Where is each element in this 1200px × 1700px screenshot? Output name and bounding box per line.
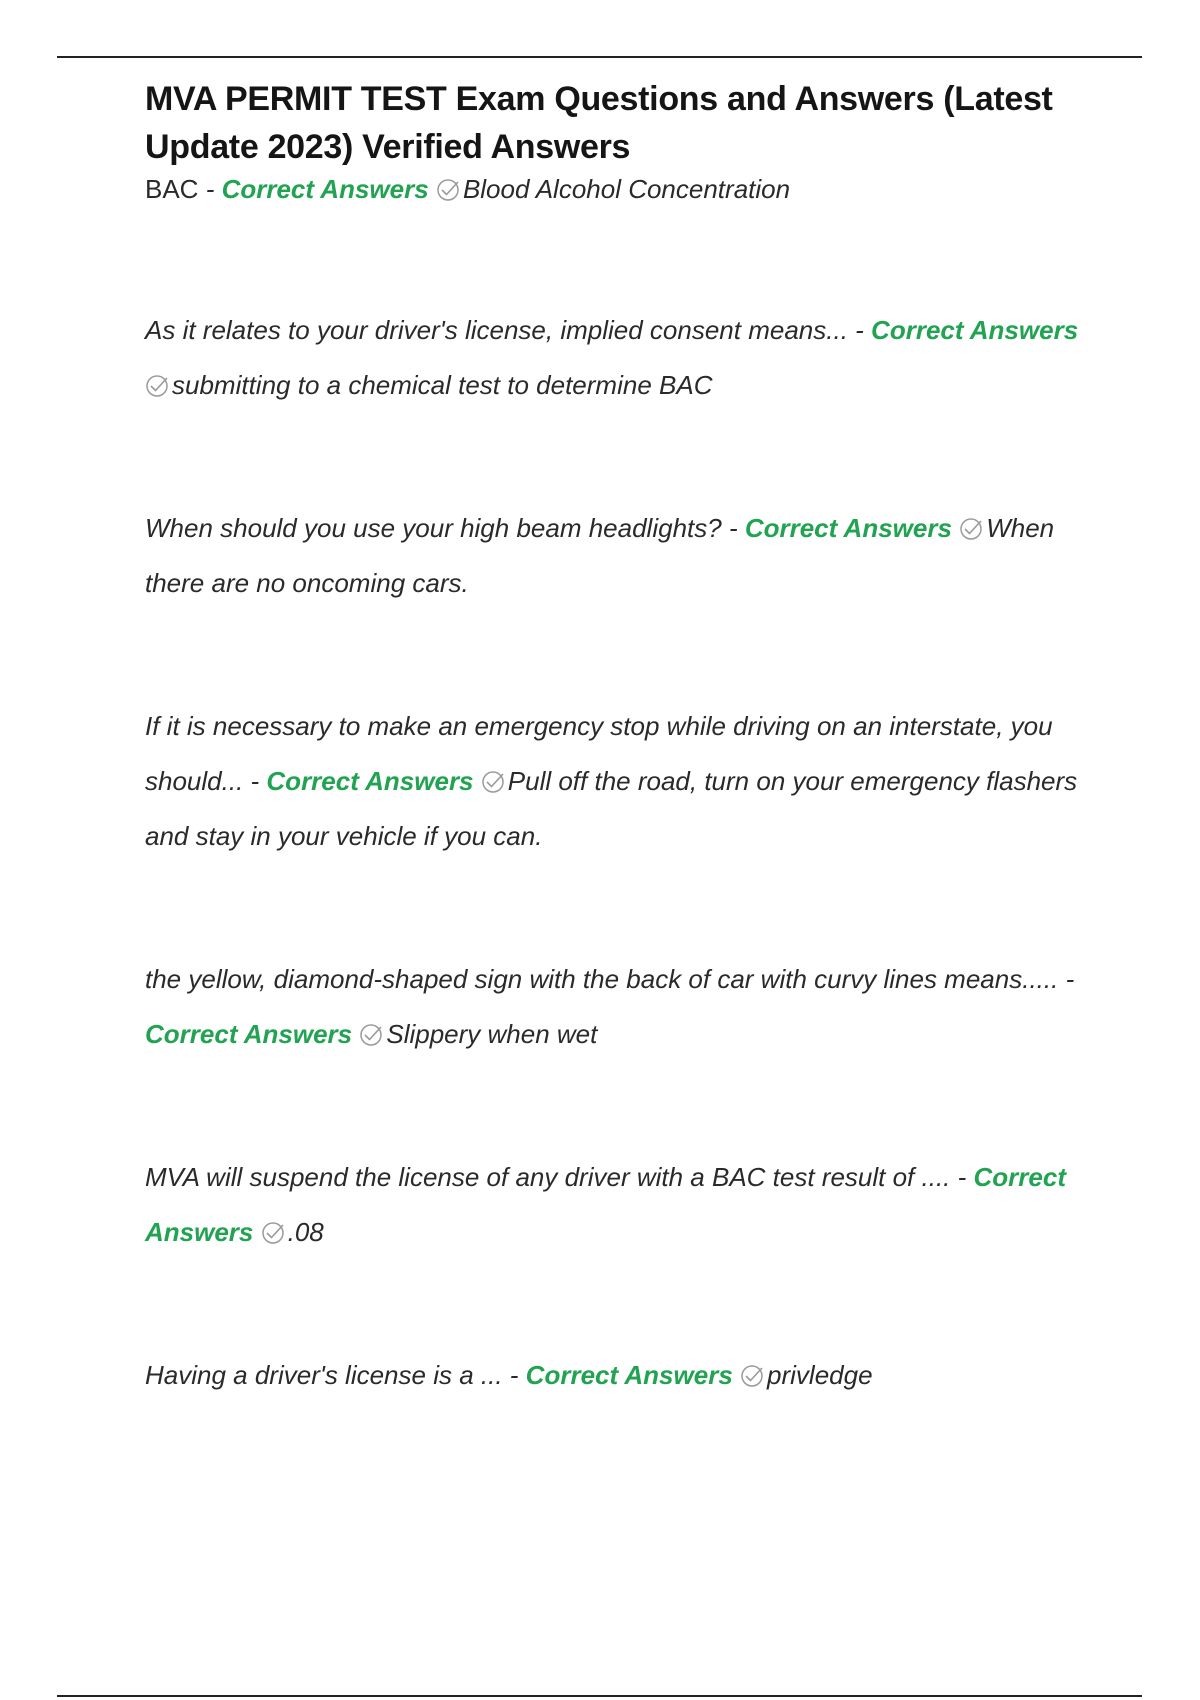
correct-answers-label: Correct Answers [871, 315, 1079, 345]
correct-answers-label: Correct Answers [145, 1019, 353, 1049]
qa-item [145, 1150, 1095, 1260]
correct-answers-label: Correct Answers [145, 1162, 1066, 1247]
check-mark-icon [481, 770, 507, 794]
separator: - [198, 174, 222, 204]
qa-item [145, 952, 1095, 1062]
question-text: As it relates to your driver's license, implied consent means... [145, 315, 848, 345]
answer-text: submitting to a chemical test to determine BAC [172, 370, 713, 400]
qa-item [145, 303, 1095, 413]
question-text: When should you use your high beam headlights? [145, 513, 722, 543]
answer-text: .08 [287, 1217, 324, 1247]
question-text: Having a driver's license is a ... [145, 1360, 503, 1390]
qa-item [145, 171, 1095, 207]
question-text: If it is necessary to make an emergency stop while driving on an interstate, you should... [145, 711, 1053, 796]
check-mark-icon [436, 178, 462, 202]
qa-item [145, 501, 1095, 611]
qa-item [145, 699, 1095, 864]
question-text: MVA will suspend the license of any driver with a BAC test result of .... [145, 1162, 951, 1192]
correct-answers-label: Correct Answers [266, 766, 474, 796]
separator: - [847, 315, 872, 345]
check-mark-icon [359, 1023, 385, 1047]
check-mark-icon [959, 517, 985, 541]
question-text: the yellow, diamond-shaped sign with the back of car with curvy lines means..... [145, 964, 1059, 994]
question-text: BAC [145, 174, 199, 204]
separator: - [1058, 964, 1075, 994]
qa-item [145, 1348, 1095, 1403]
separator: - [243, 766, 267, 796]
answer-text: privledge [767, 1360, 873, 1390]
correct-answers-label: Correct Answers [744, 513, 952, 543]
correct-answers-label: Correct Answers [221, 174, 429, 204]
answer-text: Blood Alcohol Concentration [462, 174, 791, 204]
check-mark-icon [740, 1364, 766, 1388]
document-title: MVA PERMIT TEST Exam Questions and Answers (Latest Update 2023) Verified Answers [145, 80, 1053, 166]
separator: - [502, 1360, 526, 1390]
separator: - [721, 513, 745, 543]
check-mark-icon [145, 374, 171, 398]
top-divider [57, 56, 1142, 58]
document-body [145, 75, 1095, 1403]
check-mark-icon [261, 1221, 287, 1245]
correct-answers-label: Correct Answers [525, 1360, 733, 1390]
answer-text: Slippery when wet [386, 1019, 598, 1049]
answer-text: Pull off the road, turn on your emergency flashers and stay in your vehicle if you can. [145, 766, 1078, 851]
answer-text: When there are no oncoming cars. [145, 513, 1055, 598]
bottom-divider [57, 1695, 1142, 1697]
separator: - [950, 1162, 974, 1192]
